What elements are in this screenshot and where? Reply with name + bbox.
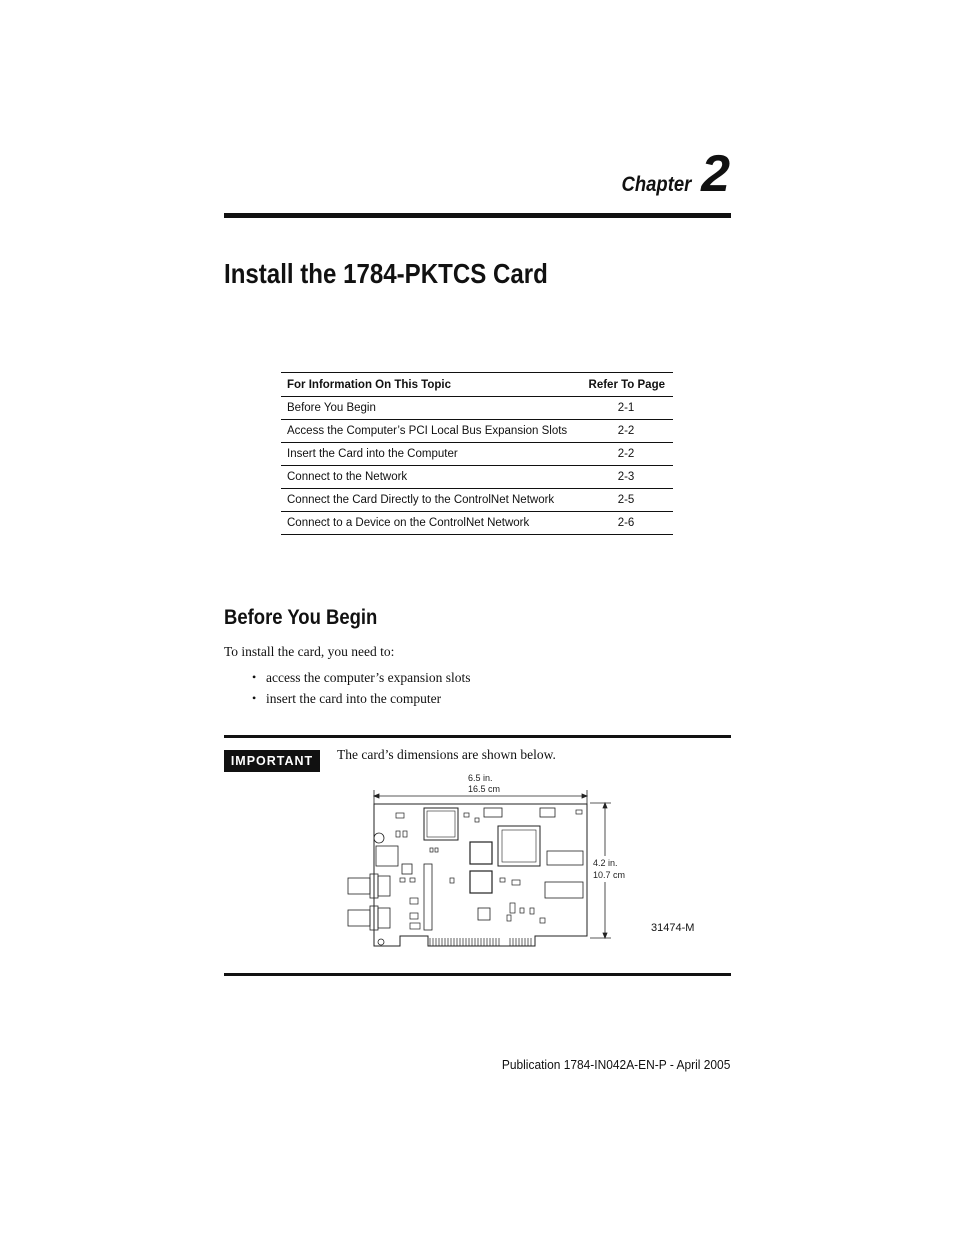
chip-rect-2 bbox=[545, 882, 583, 898]
section-title: Before You Begin bbox=[224, 606, 378, 629]
ic-vertical bbox=[424, 864, 432, 930]
card-board-outline bbox=[374, 804, 587, 946]
width-arrow-right bbox=[582, 794, 587, 798]
chip-large-center bbox=[498, 826, 540, 866]
page-cell: 2-2 bbox=[579, 420, 673, 443]
width-cm-label: 16.5 cm bbox=[468, 784, 501, 794]
important-rule-bottom bbox=[224, 973, 731, 976]
important-badge: IMPORTANT bbox=[224, 750, 320, 772]
important-text: The card’s dimensions are shown below. bbox=[337, 747, 556, 762]
ic-block bbox=[402, 864, 412, 874]
edge-connector bbox=[430, 938, 531, 946]
bullet-list bbox=[252, 667, 470, 709]
chip-rect-1 bbox=[547, 851, 583, 865]
table-row bbox=[281, 466, 673, 489]
topic-table-header bbox=[281, 373, 673, 397]
topic-cell: Insert the Card into the Computer bbox=[281, 443, 579, 466]
height-arrow-bottom bbox=[603, 933, 607, 938]
page-header: Refer To Page bbox=[579, 373, 673, 397]
topic-cell: Access the Computer’s PCI Local Bus Expansion Slots bbox=[281, 420, 579, 443]
chapter-label: Chapter bbox=[621, 173, 692, 196]
page-title: Install the 1784-PKTCS Card bbox=[224, 258, 548, 289]
header-pins-1 bbox=[484, 808, 502, 817]
section-intro: To install the card, you need to: bbox=[224, 644, 395, 659]
chip-large-left bbox=[424, 808, 458, 840]
topic-cell: Connect the Card Directly to the ControlNet Network bbox=[281, 489, 579, 512]
page-cell: 2-6 bbox=[579, 512, 673, 535]
table-row bbox=[281, 443, 673, 466]
list-item bbox=[252, 688, 470, 709]
chip-small bbox=[478, 908, 490, 920]
page-cell: 2-1 bbox=[579, 397, 673, 420]
chapter-number: 2 bbox=[701, 145, 730, 203]
bnc-connector-bottom bbox=[348, 906, 390, 930]
list-item-text: insert the card into the computer bbox=[266, 690, 442, 706]
width-in-label: 6.5 in. bbox=[468, 773, 493, 783]
mount-hole bbox=[378, 939, 384, 945]
topic-header: For Information On This Topic bbox=[281, 373, 579, 397]
table-row bbox=[281, 420, 673, 443]
topic-cell: Connect to a Device on the ControlNet Network bbox=[281, 512, 579, 535]
width-arrow-left bbox=[374, 794, 379, 798]
height-in-label: 4.2 in. bbox=[593, 858, 618, 868]
page-cell: 2-2 bbox=[579, 443, 673, 466]
height-cm-label: 10.7 cm bbox=[593, 870, 626, 880]
connector-block bbox=[376, 846, 398, 866]
chapter-rule bbox=[224, 213, 731, 218]
page-cell: 2-3 bbox=[579, 466, 673, 489]
chip-square-2 bbox=[470, 871, 492, 893]
topic-cell: Before You Begin bbox=[281, 397, 579, 420]
important-rule-top bbox=[224, 735, 731, 738]
chapter-heading bbox=[612, 145, 730, 203]
topic-table bbox=[281, 372, 673, 535]
card-dimensions-figure bbox=[340, 768, 640, 958]
chip-square-1 bbox=[470, 842, 492, 864]
table-row bbox=[281, 489, 673, 512]
table-row bbox=[281, 512, 673, 535]
list-item-text: access the computer’s expansion slots bbox=[266, 669, 471, 685]
topic-cell: Connect to the Network bbox=[281, 466, 579, 489]
list-item bbox=[252, 667, 470, 688]
led-indicator bbox=[374, 833, 384, 843]
height-arrow-top bbox=[603, 803, 607, 808]
bullet-icon: • bbox=[252, 670, 257, 684]
bullet-icon: • bbox=[252, 691, 257, 705]
footer-publication: Publication 1784-IN042A-EN-P - April 2005 bbox=[501, 1057, 730, 1072]
page-cell: 2-5 bbox=[579, 489, 673, 512]
figure-id: 31474-M bbox=[651, 922, 695, 934]
header-pins-2 bbox=[540, 808, 555, 817]
bnc-connector-top bbox=[348, 874, 390, 898]
table-row bbox=[281, 397, 673, 420]
